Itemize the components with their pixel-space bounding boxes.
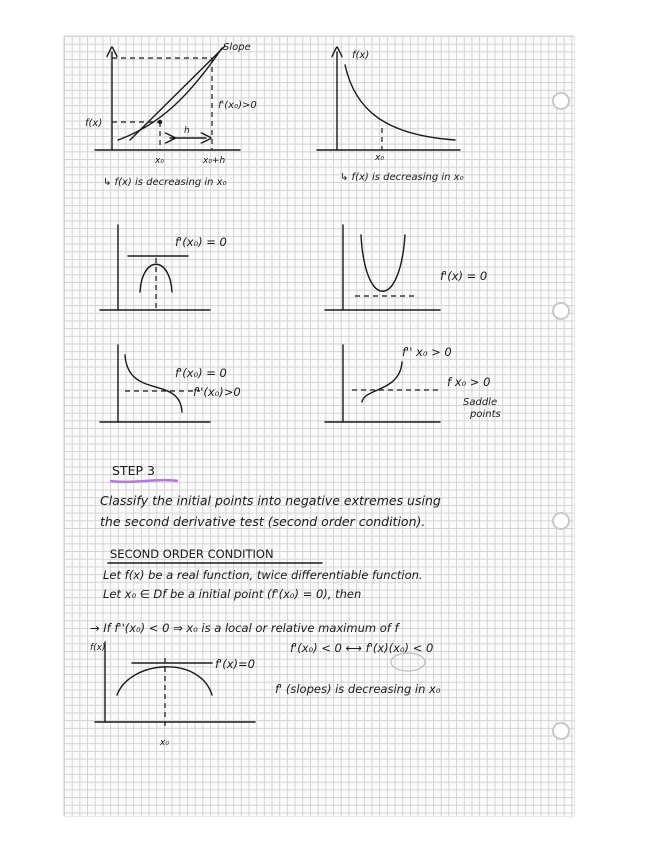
soc-line-5: f' (slopes) is decreasing in x₀: [275, 682, 441, 696]
y-axis-label: f(x): [352, 50, 370, 61]
points-label: points: [470, 409, 501, 420]
soc-line-2: Let x₀ ∈ Df be a initial point (f'(x₀) = 0), then: [103, 587, 362, 601]
step-line-1: Classify the initial points into negative extremes using: [100, 493, 441, 508]
soc-line-1: Let f(x) be a real function, twice differentiable function.: [103, 568, 423, 582]
x0-label: x₀: [160, 738, 169, 748]
y-axis-label: f(x): [90, 643, 106, 653]
caption: ↳ f(x) is decreasing in x₀: [340, 172, 464, 183]
graph-local-maximum: [90, 642, 255, 748]
derivative-label: f'(x₀)>0: [218, 100, 257, 111]
caption: ↳ f(x) is decreasing in x₀: [103, 177, 227, 188]
derivative-label: f'(x) = 0: [440, 269, 488, 283]
derivative-label: f'(x₀) = 0: [175, 366, 227, 380]
function-label: f x₀ > 0: [447, 375, 491, 389]
soc-line-3: → If f''(x₀) < 0 ⇒ x₀ is a local or relative maximum of f: [90, 621, 399, 635]
step-underline: [110, 480, 178, 482]
soc-line-4: f'(x₀) < 0 ⟷ f'(x)(x₀) < 0: [290, 641, 434, 655]
derivative-label: f'(x₀) = 0: [175, 235, 227, 249]
step-heading: STEP 3: [112, 463, 155, 478]
graph-inflection-decreasing: [100, 345, 241, 422]
y-axis-label: f(x): [85, 118, 103, 129]
step-line-2: the second derivative test (second order condition).: [100, 514, 426, 529]
second-derivative-label: f''(x₀)>0: [193, 385, 241, 399]
x0h-label: x₀+h: [203, 156, 226, 166]
graph-saddle: [325, 345, 501, 422]
graph-decreasing: [317, 50, 464, 183]
second-derivative-label: f'' x₀ > 0: [402, 345, 452, 359]
circled-mark: [391, 653, 425, 671]
graph-minimum: [325, 225, 487, 310]
saddle-label: Saddle: [463, 397, 498, 408]
slope-label: Slope: [223, 42, 251, 53]
derivative-label: f'(x)=0: [215, 657, 255, 671]
x0-label: x₀: [375, 153, 384, 163]
graph-maximum: [100, 225, 227, 310]
graph-increasing: [85, 42, 257, 188]
x0-label: x₀: [155, 156, 164, 166]
soc-heading: SECOND ORDER CONDITION: [110, 547, 274, 561]
h-label: h: [184, 126, 190, 136]
